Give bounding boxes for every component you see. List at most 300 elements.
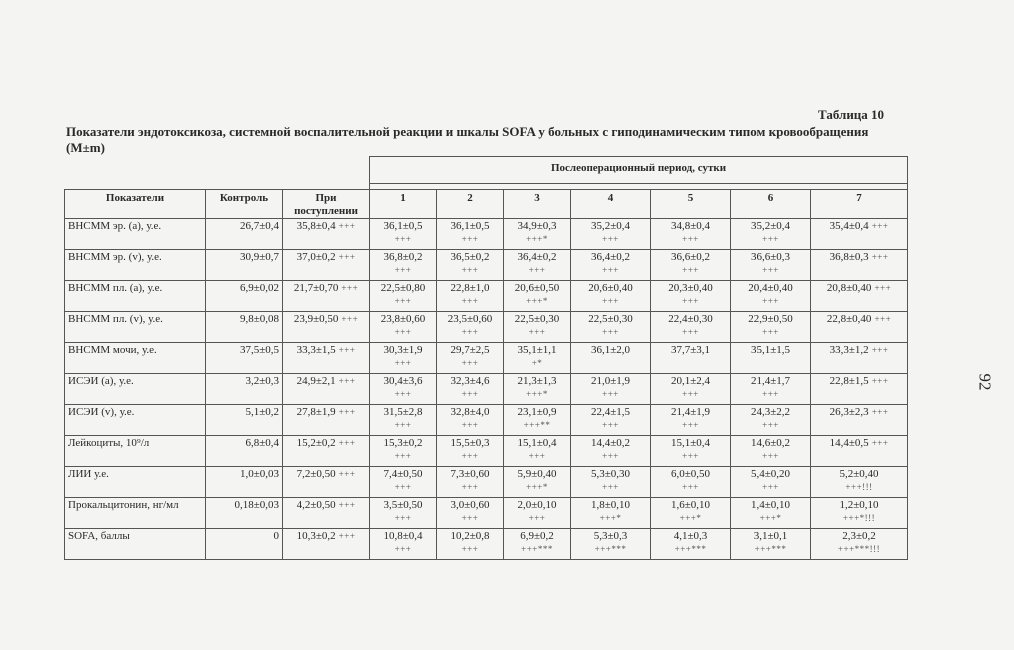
- day-4-cell: [571, 219, 651, 250]
- significance-mark: +++: [602, 234, 619, 244]
- cell-value: 5,4±0,20: [751, 468, 791, 480]
- significance-mark: +++: [461, 265, 479, 275]
- significance-mark: +++: [871, 407, 889, 417]
- day-4-cell: [571, 250, 651, 281]
- significance-mark: +++: [682, 389, 699, 399]
- indicator-name: ЛИИ у.е.: [65, 467, 206, 498]
- significance-mark: +++: [871, 438, 889, 448]
- day-2-cell: [437, 219, 504, 250]
- significance-mark: +++: [461, 234, 479, 244]
- header-control: Контроль: [206, 190, 283, 219]
- significance-mark: +++*: [599, 513, 622, 523]
- significance-mark: +++: [874, 314, 892, 324]
- cell-value: 32,3±4,6: [450, 375, 490, 387]
- day-1-cell: [370, 529, 437, 560]
- day-4-cell: [571, 405, 651, 436]
- day-1-cell: [370, 219, 437, 250]
- significance-mark: +++: [871, 345, 889, 355]
- header-day-1: 1: [370, 190, 437, 219]
- cell-value: 37,7±3,1: [671, 344, 711, 356]
- cell-value: 20,1±2,4: [671, 375, 711, 387]
- significance-mark: +++***: [674, 544, 707, 554]
- significance-mark: +++: [682, 451, 699, 461]
- cell-value: 1,6±0,10: [671, 499, 711, 511]
- day-6-cell: [731, 374, 811, 405]
- cell-value: 7,4±0,50: [383, 468, 423, 480]
- significance-mark: +++: [461, 513, 479, 523]
- day-5-cell: [651, 436, 731, 467]
- day-5-cell: [651, 343, 731, 374]
- significance-mark: +++: [871, 376, 889, 386]
- cell-value: 36,6±0,2: [671, 251, 711, 263]
- cell-value: 23,8±0,60: [380, 313, 426, 325]
- control-value: 9,8±0,08: [206, 312, 283, 343]
- day-5-cell: [651, 498, 731, 529]
- cell-value: 26,3±2,3: [829, 406, 869, 418]
- day-5-cell: [651, 467, 731, 498]
- day-3-cell: [504, 219, 571, 250]
- cell-value: 22,4±1,5: [591, 406, 631, 418]
- table-row: [65, 343, 908, 374]
- day-1-cell: [370, 281, 437, 312]
- indicator-name: ВНСММ пл. (а), у.е.: [65, 281, 206, 312]
- day-4-cell: [571, 436, 651, 467]
- cell-value: 22,4±0,30: [668, 313, 713, 325]
- day-7-cell: [811, 436, 908, 467]
- cell-value: 23,9±0,50: [293, 313, 339, 325]
- admission-cell: [283, 219, 370, 250]
- table-body: [65, 219, 908, 560]
- significance-mark: +++: [682, 327, 699, 337]
- table-row: [65, 374, 908, 405]
- admission-cell: [283, 529, 370, 560]
- cell-value: 21,4±1,9: [671, 406, 711, 418]
- day-1-cell: [370, 436, 437, 467]
- cell-value: 23,1±0,9: [517, 406, 557, 418]
- cell-value: 36,1±0,5: [383, 220, 423, 232]
- cell-value: 33,3±1,2: [829, 344, 869, 356]
- day-2-cell: [437, 250, 504, 281]
- day-6-cell: [731, 312, 811, 343]
- day-7-cell: [811, 219, 908, 250]
- cell-value: 20,6±0,50: [514, 282, 560, 294]
- admission-cell: [283, 312, 370, 343]
- significance-mark: +++: [762, 327, 779, 337]
- significance-mark: +++: [762, 482, 779, 492]
- day-7-cell: [811, 467, 908, 498]
- significance-mark: +++: [461, 451, 479, 461]
- day-6-cell: [731, 281, 811, 312]
- significance-mark: +++***: [754, 544, 787, 554]
- significance-mark: +++: [528, 451, 546, 461]
- cell-value: 21,3±1,3: [517, 375, 557, 387]
- cell-value: 22,9±0,50: [748, 313, 793, 325]
- significance-mark: +++: [871, 221, 889, 231]
- significance-mark: +++**: [523, 420, 551, 430]
- indicator-name: ВНСММ пл. (v), у.е.: [65, 312, 206, 343]
- significance-mark: +++: [338, 500, 356, 510]
- significance-mark: +++: [341, 314, 359, 324]
- admission-cell: [283, 343, 370, 374]
- cell-value: 37,0±0,2: [296, 251, 336, 263]
- cell-value: 35,1±1,5: [751, 344, 791, 356]
- header-indicator: Показатели: [65, 190, 206, 219]
- cell-value: 31,5±2,8: [383, 406, 423, 418]
- significance-mark: +++: [461, 327, 479, 337]
- significance-mark: +++: [682, 296, 699, 306]
- admission-cell: [283, 467, 370, 498]
- significance-mark: +++: [461, 544, 479, 554]
- day-2-cell: [437, 343, 504, 374]
- day-3-cell: [504, 374, 571, 405]
- page-number: 92: [975, 373, 995, 391]
- day-7-cell: [811, 529, 908, 560]
- day-4-cell: [571, 529, 651, 560]
- cell-value: 3,5±0,50: [383, 499, 423, 511]
- day-2-cell: [437, 281, 504, 312]
- day-1-cell: [370, 405, 437, 436]
- control-value: 0: [206, 529, 283, 560]
- cell-value: 24,9±2,1: [296, 375, 336, 387]
- day-2-cell: [437, 436, 504, 467]
- significance-mark: +++*: [759, 513, 782, 523]
- cell-value: 2,0±0,10: [517, 499, 557, 511]
- control-value: 30,9±0,7: [206, 250, 283, 281]
- header-day-7: 7: [811, 190, 908, 219]
- significance-mark: +++: [602, 451, 619, 461]
- cell-value: 36,8±0,3: [829, 251, 869, 263]
- cell-value: 27,8±1,9: [296, 406, 336, 418]
- day-4-cell: [571, 343, 651, 374]
- admission-cell: [283, 436, 370, 467]
- significance-mark: +++*: [679, 513, 702, 523]
- day-5-cell: [651, 529, 731, 560]
- day-3-cell: [504, 405, 571, 436]
- cell-value: 6,0±0,50: [671, 468, 711, 480]
- cell-value: 14,6±0,2: [751, 437, 791, 449]
- day-7-cell: [811, 405, 908, 436]
- significance-mark: +++: [682, 420, 699, 430]
- day-3-cell: [504, 250, 571, 281]
- significance-mark: +++: [461, 296, 479, 306]
- significance-mark: +++: [602, 327, 619, 337]
- day-3-cell: [504, 436, 571, 467]
- header-day-4: 4: [571, 190, 651, 219]
- significance-mark: +*: [531, 358, 543, 368]
- day-3-cell: [504, 529, 571, 560]
- significance-mark: +++: [602, 420, 619, 430]
- day-6-cell: [731, 405, 811, 436]
- cell-value: 35,2±0,4: [751, 220, 791, 232]
- cell-value: 1,2±0,10: [839, 499, 879, 511]
- table-row: [65, 529, 908, 560]
- cell-value: 34,9±0,3: [517, 220, 557, 232]
- significance-mark: +++: [762, 451, 779, 461]
- significance-mark: +++: [394, 513, 412, 523]
- table-row: [65, 281, 908, 312]
- day-5-cell: [651, 374, 731, 405]
- cell-value: 20,4±0,40: [748, 282, 793, 294]
- day-7-cell: [811, 250, 908, 281]
- cell-value: 14,4±0,2: [591, 437, 631, 449]
- significance-mark: +++***!!!: [837, 544, 881, 554]
- significance-mark: +++: [762, 234, 779, 244]
- significance-mark: +++: [762, 389, 779, 399]
- cell-value: 10,8±0,4: [383, 530, 423, 542]
- cell-value: 20,6±0,40: [588, 282, 633, 294]
- cell-value: 1,4±0,10: [751, 499, 791, 511]
- table-row: [65, 405, 908, 436]
- cell-value: 36,1±0,5: [450, 220, 490, 232]
- table-row: [65, 250, 908, 281]
- cell-value: 3,1±0,1: [753, 530, 788, 542]
- significance-mark: +++: [682, 265, 699, 275]
- significance-mark: +++: [338, 221, 356, 231]
- significance-mark: +++: [341, 283, 359, 293]
- day-5-cell: [651, 219, 731, 250]
- indicator-name: ВНСММ эр. (v), у.е.: [65, 250, 206, 281]
- significance-mark: +++***: [521, 544, 553, 554]
- day-6-cell: [731, 529, 811, 560]
- cell-value: 22,5±0,30: [588, 313, 633, 325]
- cell-value: 22,8±0,40: [826, 313, 872, 325]
- significance-mark: +++: [461, 420, 479, 430]
- day-7-cell: [811, 343, 908, 374]
- cell-value: 22,8±1,0: [450, 282, 490, 294]
- cell-value: 15,2±0,2: [296, 437, 336, 449]
- indicator-name: ВНСММ мочи, у.е.: [65, 343, 206, 374]
- significance-mark: +++: [762, 420, 779, 430]
- cell-value: 15,3±0,2: [383, 437, 423, 449]
- day-1-cell: [370, 343, 437, 374]
- significance-mark: +++: [338, 345, 356, 355]
- control-value: 6,9±0,02: [206, 281, 283, 312]
- cell-value: 36,4±0,2: [517, 251, 557, 263]
- control-value: 5,1±0,2: [206, 405, 283, 436]
- day-4-cell: [571, 281, 651, 312]
- significance-mark: +++: [338, 469, 356, 479]
- day-6-cell: [731, 250, 811, 281]
- significance-mark: +++: [394, 358, 412, 368]
- significance-mark: +++: [394, 389, 412, 399]
- day-2-cell: [437, 529, 504, 560]
- day-1-cell: [370, 250, 437, 281]
- cell-value: 1,8±0,10: [591, 499, 631, 511]
- day-5-cell: [651, 250, 731, 281]
- admission-cell: [283, 374, 370, 405]
- day-4-cell: [571, 374, 651, 405]
- day-4-cell: [571, 467, 651, 498]
- significance-mark: +++: [338, 376, 356, 386]
- cell-value: 21,4±1,7: [751, 375, 791, 387]
- significance-mark: +++: [528, 265, 546, 275]
- significance-mark: +++: [528, 513, 546, 523]
- cell-value: 6,9±0,2: [520, 530, 554, 542]
- table-row: [65, 436, 908, 467]
- control-value: 26,7±0,4: [206, 219, 283, 250]
- admission-cell: [283, 498, 370, 529]
- cell-value: 5,9±0,40: [517, 468, 557, 480]
- significance-mark: +++: [338, 407, 356, 417]
- control-value: 0,18±0,03: [206, 498, 283, 529]
- day-5-cell: [651, 312, 731, 343]
- indicator-name: Лейкоциты, 10⁹/л: [65, 436, 206, 467]
- significance-mark: +++*: [526, 296, 548, 306]
- cell-value: 22,5±0,80: [380, 282, 426, 294]
- cell-value: 24,3±2,2: [751, 406, 791, 418]
- day-3-cell: [504, 467, 571, 498]
- table-caption: Показатели эндотоксикоза, системной воспалительной реакции и шкалы SOFA у больных с гиподинамическим типом кровообращения (M±m): [66, 124, 869, 155]
- cell-value: 23,5±0,60: [447, 313, 493, 325]
- significance-mark: +++: [338, 531, 356, 541]
- day-7-cell: [811, 374, 908, 405]
- significance-mark: +++*: [526, 234, 548, 244]
- cell-value: 2,3±0,2: [842, 530, 876, 542]
- significance-mark: +++: [338, 252, 356, 262]
- cell-value: 29,7±2,5: [450, 344, 490, 356]
- significance-mark: +++*: [526, 482, 548, 492]
- day-1-cell: [370, 467, 437, 498]
- cell-value: 14,4±0,5: [829, 437, 869, 449]
- cell-value: 21,7±0,70: [293, 282, 339, 294]
- header-day-6: 6: [731, 190, 811, 219]
- table-row: [65, 467, 908, 498]
- significance-mark: +++: [762, 296, 779, 306]
- cell-value: 7,2±0,50: [296, 468, 336, 480]
- day-6-cell: [731, 343, 811, 374]
- admission-cell: [283, 405, 370, 436]
- significance-mark: +++*: [526, 389, 548, 399]
- significance-mark: +++!!!: [845, 482, 873, 492]
- cell-value: 5,2±0,40: [839, 468, 879, 480]
- header-day-3: 3: [504, 190, 571, 219]
- cell-value: 21,0±1,9: [591, 375, 631, 387]
- control-value: 6,8±0,4: [206, 436, 283, 467]
- cell-value: 32,8±4,0: [450, 406, 490, 418]
- control-value: 37,5±0,5: [206, 343, 283, 374]
- cell-value: 36,4±0,2: [591, 251, 631, 263]
- day-3-cell: [504, 281, 571, 312]
- significance-mark: +++: [394, 327, 412, 337]
- day-1-cell: [370, 498, 437, 529]
- cell-value: 5,3±0,3: [593, 530, 628, 542]
- indicator-name: SOFA, баллы: [65, 529, 206, 560]
- significance-mark: +++: [602, 265, 619, 275]
- admission-cell: [283, 250, 370, 281]
- table-number: Таблица 10: [818, 107, 885, 122]
- day-6-cell: [731, 498, 811, 529]
- significance-mark: +++: [394, 451, 412, 461]
- cell-value: 36,1±2,0: [591, 344, 631, 356]
- day-6-cell: [731, 436, 811, 467]
- cell-value: 34,8±0,4: [671, 220, 711, 232]
- table-row: [65, 219, 908, 250]
- cell-value: 10,2±0,8: [450, 530, 490, 542]
- significance-mark: +++: [461, 358, 479, 368]
- day-4-cell: [571, 312, 651, 343]
- cell-value: 20,8±0,40: [826, 282, 872, 294]
- cell-value: 35,8±0,4: [296, 220, 336, 232]
- table-row: [65, 312, 908, 343]
- significance-mark: +++: [461, 482, 479, 492]
- significance-mark: +++: [461, 389, 479, 399]
- indicators-table: [64, 156, 908, 560]
- day-6-cell: [731, 467, 811, 498]
- admission-cell: [283, 281, 370, 312]
- indicator-name: ИСЭИ (а), у.е.: [65, 374, 206, 405]
- cell-value: 15,1±0,4: [671, 437, 711, 449]
- table-row: [65, 498, 908, 529]
- postop-period-header: Послеоперационный период, сутки: [370, 157, 908, 184]
- cell-value: 30,4±3,6: [383, 375, 423, 387]
- day-2-cell: [437, 312, 504, 343]
- day-1-cell: [370, 374, 437, 405]
- day-4-cell: [571, 498, 651, 529]
- significance-mark: +++: [394, 420, 412, 430]
- cell-value: 4,1±0,3: [673, 530, 708, 542]
- significance-mark: +++*!!!: [842, 513, 876, 523]
- cell-value: 10,3±0,2: [296, 530, 336, 542]
- header-admission: При поступлении: [283, 190, 370, 219]
- indicator-name: Прокальцитонин, нг/мл: [65, 498, 206, 529]
- cell-value: 7,3±0,60: [450, 468, 490, 480]
- cell-value: 22,8±1,5: [829, 375, 869, 387]
- significance-mark: +++: [528, 327, 546, 337]
- day-1-cell: [370, 312, 437, 343]
- day-2-cell: [437, 374, 504, 405]
- cell-value: 35,4±0,4: [829, 220, 869, 232]
- cell-value: 35,1±1,1: [517, 344, 557, 356]
- cell-value: 3,0±0,60: [450, 499, 490, 511]
- indicator-name: ВНСММ эр. (а), у.е.: [65, 219, 206, 250]
- significance-mark: +++: [602, 482, 619, 492]
- header-day-5: 5: [651, 190, 731, 219]
- significance-mark: +++: [602, 296, 619, 306]
- header-day-2: 2: [437, 190, 504, 219]
- cell-value: 4,2±0,50: [296, 499, 336, 511]
- day-3-cell: [504, 312, 571, 343]
- significance-mark: +++: [394, 296, 412, 306]
- cell-value: 36,6±0,3: [751, 251, 791, 263]
- day-7-cell: [811, 312, 908, 343]
- day-2-cell: [437, 498, 504, 529]
- significance-mark: +++: [394, 544, 412, 554]
- indicator-name: ИСЭИ (v), у.е.: [65, 405, 206, 436]
- day-7-cell: [811, 498, 908, 529]
- day-2-cell: [437, 467, 504, 498]
- cell-value: 35,2±0,4: [591, 220, 631, 232]
- cell-value: 15,1±0,4: [517, 437, 557, 449]
- cell-value: 33,3±1,5: [296, 344, 336, 356]
- significance-mark: +++***: [594, 544, 627, 554]
- significance-mark: +++: [682, 234, 699, 244]
- cell-value: 15,5±0,3: [450, 437, 490, 449]
- day-5-cell: [651, 281, 731, 312]
- day-5-cell: [651, 405, 731, 436]
- cell-value: 36,8±0,2: [383, 251, 423, 263]
- cell-value: 30,3±1,9: [383, 344, 423, 356]
- day-7-cell: [811, 281, 908, 312]
- significance-mark: +++: [602, 389, 619, 399]
- day-2-cell: [437, 405, 504, 436]
- cell-value: 5,3±0,30: [591, 468, 631, 480]
- significance-mark: +++: [394, 265, 412, 275]
- significance-mark: +++: [874, 283, 892, 293]
- day-3-cell: [504, 343, 571, 374]
- cell-value: 20,3±0,40: [668, 282, 713, 294]
- day-3-cell: [504, 498, 571, 529]
- significance-mark: +++: [871, 252, 889, 262]
